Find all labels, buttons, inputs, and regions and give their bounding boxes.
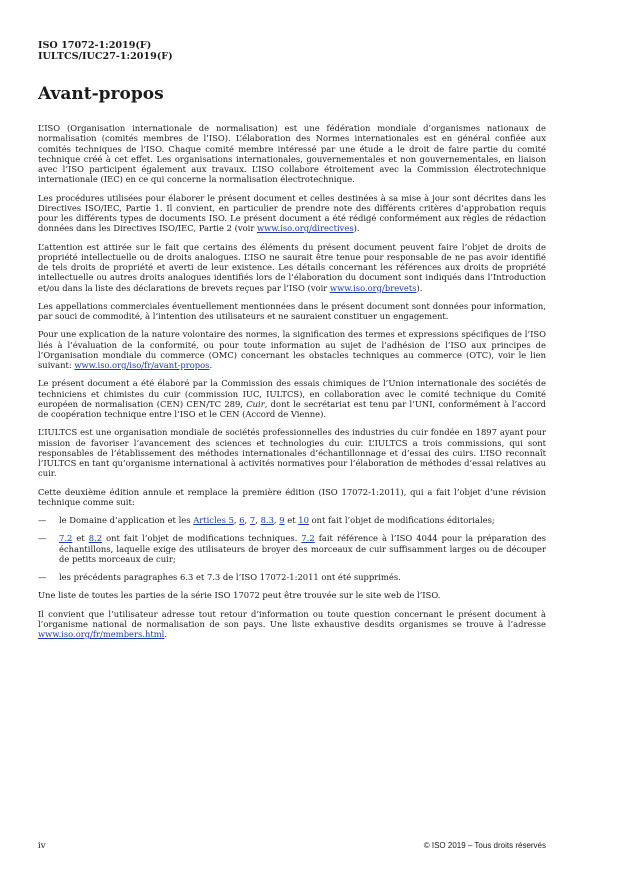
link-brevets[interactable]: www.iso.org/brevets <box>329 282 417 293</box>
standard-number: ISO 17072-1:2019(F) <box>38 40 152 51</box>
link-directives[interactable]: www.iso.org/directives <box>256 223 354 234</box>
link-avant-propos[interactable]: www.iso.org/iso/fr/avant-propos <box>74 360 210 370</box>
iultcs-number: IULTCS/IUC27-1:2019(F) <box>38 51 173 62</box>
list-item: — 7.2 et 8.2 ont fait l’objet de modifications techniques. 7.2 fait référence à l’ISO 4044 pour la préparation des échantillons, laquelle exige des utilisateurs de broyer des morceaux de cuir suffisamment larges ou de découper de petits morceaux de cuir; <box>38 533 546 564</box>
link-clause-7-2-ref[interactable]: 7.2 <box>301 533 315 544</box>
list-dash: — <box>38 515 47 525</box>
list-item: — le Domaine d’application et les Articles 5, 6, 7, 8.3, 9 et 10 ont fait l’objet de modifications éditoriales; <box>38 515 495 525</box>
page-number: iv <box>38 841 46 851</box>
paragraph-patents: L’attention est attirée sur le fait que certains des éléments du présent document peuvent faire l’objet de droits de propriété intellectuelle ou de droits analogues. L’ISO ne saurait être tenue pour responsable de ne pas avoir identifié de tels droits de propriété et averti de leur existence. Les détails concernant les références aux droits de propriété intellectuelle ou autres droits analogues identifiés lors de l’élaboration du document sont indiqués dans l’Introduction et/ou dans la liste des déclarations de brevets reçues par l’ISO (voir www.iso.org/brevets). <box>38 241 546 293</box>
paragraph-edition: Cette deuxième édition annule et remplace la première édition (ISO 17072-1:2011), qui a fait l’objet d’une révision technique comme suit: <box>38 486 546 507</box>
link-clause-7-2[interactable]: 7.2 <box>59 533 73 544</box>
paragraph-committee: Le présent document a été élaboré par la Commission des essais chimiques de l’Union internationale des sociétés de techniciens et chimistes du cuir (commission IUC, IULTCS), en collaboration avec le comité technique du Comité européen de normalisation (CEN) CEN/TC 289, Cuir, dont le secrétariat est tenu par l’UNI, conformément à l’accord de coopération technique entre l’ISO et le CEN (Accord de Vienne). <box>38 378 546 419</box>
paragraph-voluntary-nature: Pour une explication de la nature volontaire des normes, la signification des termes et expressions spécifiques de l’ISO liés à l’évaluation de la conformité, ou pour toute information au sujet de l’adhésion de l’ISO aux principes de l’Organisation mondiale du commerce (OMC) concernant les obstacles techniques au commerce (OTC), voir le lien suivant: www.iso.org/iso/fr/avant-propos. <box>38 329 546 370</box>
list-dash: — <box>38 572 47 582</box>
copyright-notice: © ISO 2019 – Tous droits réservés <box>423 841 546 850</box>
link-article-7[interactable]: 7 <box>249 515 256 525</box>
paragraph-feedback: Il convient que l’utilisateur adresse tout retour d’information ou toute question concernant le présent document à l’organisme national de normalisation de son pays. Une liste exhaustive desdits organismes se trouve à l’adresse www.iso.org/fr/members.html. <box>38 608 546 639</box>
paragraph-series-list: Une liste de toutes les parties de la série ISO 17072 peut être trouvée sur le site web de l’ISO. <box>38 590 441 601</box>
link-clause-8-2[interactable]: 8.2 <box>88 533 103 544</box>
link-members[interactable]: www.iso.org/fr/members.html <box>38 629 165 639</box>
page-title: Avant-propos <box>38 84 164 104</box>
list-item: — les précédents paragraphes 6.3 et 7.3 de l’ISO 17072-1:2011 ont été supprimés. <box>38 572 401 582</box>
foreword-body <box>38 123 546 647</box>
paragraph-trade-names: Les appellations commerciales éventuellement mentionnées dans le présent document sont données pour information, par souci de commodité, à l’intention des utilisateurs et ne sauraient constituer un engagement. <box>38 300 546 321</box>
link-articles-5[interactable]: Articles 5 <box>193 515 234 525</box>
paragraph-procedures: Les procédures utilisées pour élaborer le présent document et celles destinées à sa mise à jour sont décrites dans les Directives ISO/IEC, Partie 1. Il convient, en particulier de prendre note des différents critères d’approbation requis pour les différents types de documents ISO. Le présent document a été rédigé conformément aux règles de rédaction données dans les Directives ISO/IEC, Partie 2 (voir www.iso.org/directives). <box>38 192 546 234</box>
paragraph-iso-intro: L’ISO (Organisation internationale de normalisation) est une fédération mondiale d’organismes nationaux de normalisation (comités membres de l’ISO). L’élaboration des Normes internationales est en général confiée aux comités techniques de l’ISO. Chaque comité membre intéressé par une étude a le droit de faire partie du comité technique créé à cet effet. Les organisations internationales, gouvernementales et non gouvernementales, en liaison avec l’ISO participent également aux travaux. L’ISO collabore étroitement avec la Commission électrotechnique internationale (IEC) en ce qui concerne la normalisation électrotechnique. <box>38 123 546 185</box>
link-article-10[interactable]: 10 <box>298 515 309 525</box>
link-article-6[interactable]: 6 <box>239 515 245 525</box>
link-article-8-3[interactable]: 8.3 <box>260 515 274 525</box>
list-dash: — <box>38 533 47 544</box>
link-article-9[interactable]: 9 <box>279 515 285 525</box>
document-header <box>38 40 173 62</box>
paragraph-iultcs: L’IULTCS est une organisation mondiale de sociétés professionnelles des industries du cuir fondée en 1897 ayant pour mission de favoriser l’avancement des sciences et technologies du cuir. L’IULTCS a trois commissions, qui sont responsables de l’établissement des méthodes internationales d’échantillonnage et d’essai des cuirs. L’ISO reconnaît l’IULTCS en tant qu’organisme international à activités normatives pour l’élaboration de méthodes d’essai relatives au cuir. <box>38 427 546 479</box>
